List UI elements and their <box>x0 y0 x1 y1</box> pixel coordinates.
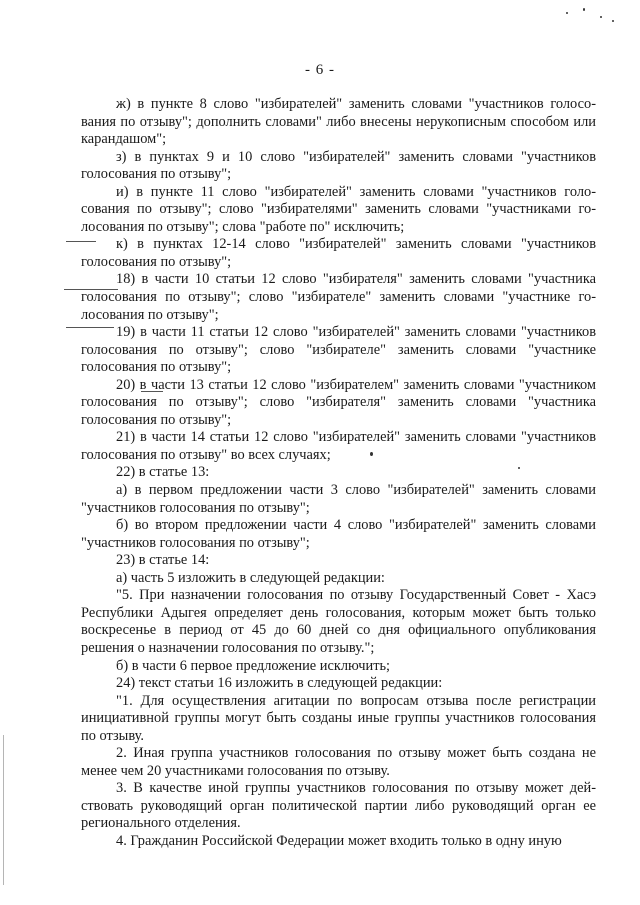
paragraph: к) в пунктах 12-14 слово "избирателей" заменить словами "участников голосования по отзыву"; <box>81 236 596 270</box>
paragraph: б) во втором предложении части 4 слово "избирателей" заменить словами "участников голосования по отзыву"; <box>81 517 596 551</box>
paragraph: 21) в части 14 статьи 12 слово "избирателей" заменить словами "участников голосования по отзыву" во всех случаях; <box>81 429 596 463</box>
paragraph: а) часть 5 изложить в следующей редакции: <box>116 569 385 586</box>
paragraph: 22) в статье 13: <box>116 464 210 481</box>
paragraph: з) в пунктах 9 и 10 слово "избирателей" заменить словами "участников голосования по отзыву"; <box>81 148 596 183</box>
scan-speck <box>566 12 568 14</box>
paragraph: 20) в части 13 статьи 12 слово "избирателем" заменить словами "участником голосования по отзыву"; слово "избирателя" заменить словами "участника голосования по отзыву"; <box>81 376 596 428</box>
document-body <box>81 96 596 851</box>
scan-edge-line <box>3 735 4 885</box>
paragraph: 24) текст статьи 16 изложить в следующей редакции: <box>116 675 443 692</box>
scan-speck <box>600 16 602 18</box>
scan-speck <box>612 20 614 22</box>
paragraph: б) в части 6 первое предложение исключить; <box>116 657 391 674</box>
paragraph: и) в пункте 11 слово "избирателей" заменить словами "участников голосования по отзыву"; слово "избирателями" заменить словами "участниками голосования по отзыву"; слова "работе по" исключить; <box>81 183 596 235</box>
paragraph: "1. Для осуществления агитации по вопросам отзыва после регистрации инициативной группы могут быть созданы иные группы участников голосования по отзыву. <box>81 692 596 744</box>
paragraph: 3. В качестве иной группы участников голосования по отзыву может действовать руководящий орган политической партии либо руководящий орган ее регионального отделения. <box>81 780 596 832</box>
paragraph: 23) в статье 14: <box>116 552 210 569</box>
paragraph: 18) в части 10 статьи 12 слово "избирателя" заменить словами "участника голосования по отзыву"; слово "избирателе" заменить словами "участнике голосования по отзыву"; <box>81 271 596 323</box>
paragraph: ж) в пункте 8 слово "избирателей" заменить словами "участников голосования по отзыву"; дополнить словами" либо внесены нерукописным способом или карандашом"; <box>81 96 596 148</box>
page-number: - 6 - <box>305 62 335 78</box>
paragraph: а) в первом предложении части 3 слово "избирателей" заменить словами "участников голосования по отзыву"; <box>81 482 596 516</box>
paragraph: 4. Гражданин Российской Федерации может входить только в одну иную <box>116 832 562 849</box>
scan-speck <box>583 8 585 11</box>
paragraph: "5. При назначении голосования по отзыву Государственный Совет - Хасэ Республики Адыгея определяет день голосования, которым может быть только воскресенье в период от 45 до 60 дней со дня официального опубликования решения о назначении голосования по отзыву."; <box>81 587 596 656</box>
paragraph: 19) в части 11 статьи 12 слово "избирателей" заменить словами "участников голосования по отзыву"; слово "избирателе" заменить словами "участнике голосования по отзыву"; <box>81 324 596 376</box>
paragraph: 2. Иная группа участников голосования по отзыву может быть создана не менее чем 20 участниками голосования по отзыву. <box>81 745 596 779</box>
